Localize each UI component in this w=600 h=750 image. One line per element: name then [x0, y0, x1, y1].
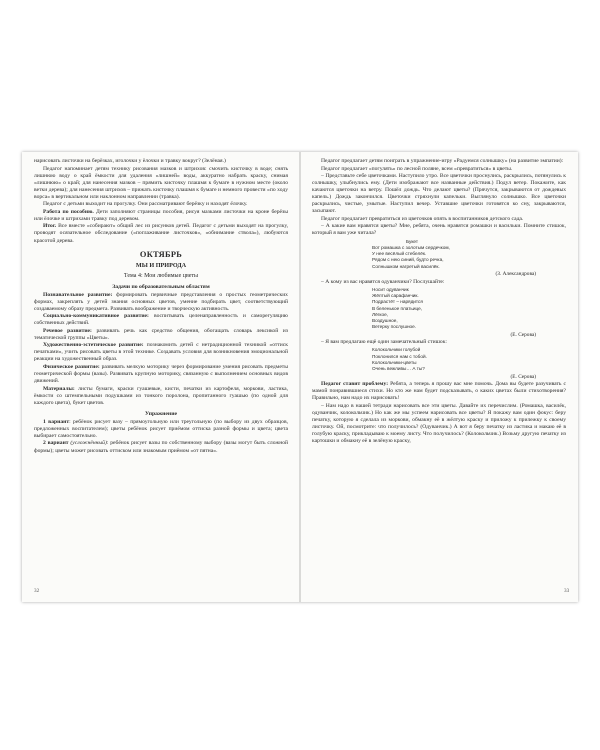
task-physical	[34, 364, 288, 385]
variant-1-label: 1 вариант	[43, 418, 70, 425]
right-paragraph-7: – Я вам предлагаю ещё один замечательный стишок:	[321, 339, 447, 346]
problem-paragraph	[312, 381, 566, 402]
work-paragraph	[34, 209, 288, 223]
page-number-right: 33	[564, 588, 570, 594]
right-paragraph-4: Педагог предлагает превратиться из цветочков опять в воспитанников детского сада.	[321, 215, 524, 222]
task-text: познакомить детей с нетрадиционной техникой «оттиск печатками», учить рисовать цветы в этой технике. Создавать условия для возникновения эмоциональной реакции на художественный образ.	[34, 342, 289, 363]
task-text: развивать речь как средство общения, обогащать словарь лексикой из тематической группы «Цветы».	[34, 327, 288, 341]
poem-dandelion	[312, 287, 566, 331]
poem-line: Носит одуванчик	[372, 286, 409, 292]
variant-1-text: : ребёнок рисует вазу – прямоугольную или треугольную (по выбору из двух образцов, предложенных воспитателем); цветы ребёнок рисует приёмом оттиска разной формы и цвета; цвета выбирает самостоятельно.	[34, 418, 288, 439]
poem-line: У нее весёлый стебелёк.	[372, 251, 427, 257]
poem-line: Вот ромашка с золотым сердечком,	[372, 244, 450, 250]
task-speech	[34, 328, 288, 342]
poem-bellflower	[312, 347, 566, 372]
poem-line: Лёгкое,	[372, 311, 389, 317]
work-title: Работа по пособию.	[43, 208, 94, 215]
result-paragraph	[34, 223, 288, 244]
poem-line: Очень вежливы… А ты?	[372, 366, 425, 372]
month-heading: ОКТЯБРЬ	[139, 249, 183, 259]
task-text: развивать мелкую моторику через формирование умения рисовать предметы геометрической формы (вазы). Развивать крупную моторику, связанную с выполнением основных видов движений.	[34, 364, 289, 385]
task-title: Познавательное развитие:	[43, 291, 113, 298]
right-paragraph-8: – Нам надо в нашей тетради нарисовать все эти цветы. Давайте их перечислим. (Ромашка, василёк, одуванчик, колокольчик.) Но как же мы успеем нарисовать все цветы? Я покажу вам один фокус: беру печатку, которую я сделала из моркови, обмакну её в жёлтую краску и приложу к прилежку к своему листочку. Ой, посмотрите: что получилось? (Одуванчик.) А вот я беру печатку из ластика и макаю её в голубую краску, прикладываю к моему листу. Что получилось? (Колокольчик.) Возьму другую печатку из картошки и обмакну её в зелёную краску,	[312, 402, 566, 445]
poem-title: Букет	[406, 238, 419, 244]
materials-text: листы бумаги, краски гуашевые, кисти, печатки из картофеля, моркови, ластика, ёмкости со штемпельными подушками из тонкого поролона, пропитанного гуашью (по одной для каждого цвета), букет цветов.	[34, 385, 288, 406]
result-text: Все вместе «собирают» общий лес из рисунков детей. Педагог с детьми выходят на прогулку, проводят осязательное обследование («поглаживание листочков», «обнимание ствола»), любуются красотой дерева.	[34, 223, 288, 244]
poem-line: Воздушное,	[372, 318, 398, 324]
intro-paragraph-1: нарисовать листочки на берёзках, иголочки у ёлочки и травку вокруг? (Зелёная.)	[34, 158, 226, 164]
right-paragraph-3: – Представьте себе цветочками. Наступило утро. Все цветочки проснулись, раскрылись, потянулись к солнышку, улыбнулись ему. (Дети изображают все названные действия.) Подул ветер. Покажите, как качаются цветочки на ветру. Пошёл дождь. Что делают цветы? (Прячутся, закрываются от дождевых капель.) Дождь закончился. Цветочки стряхнули капельки. Выглянуло солнышко. Все цветочки раскрылись, чистые, умытые. Наступил вечер. Уставшие цветочки готовятся ко сну, закрываются, засыпают.	[312, 173, 566, 215]
poem-line: Подрастёт – нарядится	[372, 299, 423, 305]
section-heading: МЫ И ПРИРОДА	[135, 261, 187, 269]
variant-2-text: : ребёнок рисует вазы по собственному выбору (вазы могут быть сложной формы); цветы может рисовать оттиском или знакомым приёмом «от пятна».	[34, 440, 289, 454]
work-text: Дети заполняют страницы пособия, рисуя мазками листочки на кроне берёзы или ёлочке и штрихами травку под деревом.	[34, 208, 288, 222]
poem-author: (Е. Серова)	[510, 373, 536, 380]
intro-paragraph-3: Педагог с детьми выходит на прогулку. Они рассматривают берёзку и находят ёлочку.	[43, 201, 248, 208]
book-gutter	[299, 152, 301, 602]
right-page	[312, 158, 566, 594]
intro-paragraph-2: Педагог напоминает детям технику рисования мазков и штрихов: смочить кисточку в воде; снять лишнюю воду о край ёмкости для удаления «лишней» воды, аккуратно набрать краску, снимая «лишнюю» о край; для нанесения мазков – прямить кисточку плашмя к бумаге в нужном месте (около ветки дерева); для нанесения штрихов – прижать кисточку плашмя к бумаге и немного провести «по ходу ворса» в вертикальном или наклонном направлении (травка).	[34, 165, 288, 200]
materials-title: Материалы:	[43, 385, 75, 392]
variant-2-note: (усложнённый)	[70, 440, 107, 447]
task-social	[34, 313, 288, 327]
poem-author: (З. Александрова)	[495, 271, 536, 277]
task-text: воспитывать целенаправленность и саморегуляцию собственных действий.	[34, 313, 288, 327]
poem-bouquet	[312, 239, 566, 270]
right-paragraph-6: – А кому из вас нравятся одуванчики? Послушайте:	[321, 278, 445, 285]
poem-line: Ветерку послушное.	[372, 324, 417, 330]
task-title: Физическое развитие:	[43, 364, 100, 371]
task-artistic	[34, 342, 288, 363]
poem-line: В беленькое платьице,	[372, 305, 423, 311]
task-title: Социально-коммуникативное развитие:	[43, 313, 149, 320]
poem-line: Жёлтый сарафанчик.	[372, 292, 419, 298]
tasks-heading: Задачи по образовательным областям	[112, 283, 210, 290]
exercise-heading: Упражнение	[145, 410, 177, 417]
materials-paragraph	[34, 386, 288, 407]
poem-line: Солнышком нагретый василёк.	[372, 263, 440, 269]
left-page	[34, 158, 288, 594]
task-title: Речевое развитие:	[43, 327, 92, 334]
poem-line: Поклонился нам с тобой.	[372, 353, 427, 359]
theme-heading: Тема 4: Мои любимые цветы	[123, 272, 199, 279]
task-cognitive	[34, 292, 288, 313]
task-title: Художественно-эстетическое развитие:	[43, 342, 144, 349]
right-paragraph-5: – А какие вам нравятся цветы? Мне, ребята, очень нравятся ромашки и васильки. Помните стишок, который я вам уже читала?	[312, 223, 566, 237]
result-title: Итог.	[43, 223, 57, 230]
right-paragraph-2: Педагог предлагает «погулять» по лесной поляне, всем «превратиться» в цветы.	[321, 165, 513, 172]
right-paragraph-1: Педагог предлагает детям поиграть в упражнение-игру «Радуемся солнышку» (на развитие эмпатии):	[321, 158, 564, 164]
problem-title: Педагог ставит проблему:	[321, 381, 389, 388]
poem-line: Колокольчики голубой	[372, 347, 421, 353]
task-text: формировать первичные представления о простых геометрических формах, закреплять у детей знания основных цветов, умение подбирать цвет, соответствующий создаваемому образу предмета. Развивать воображение и творческую активность.	[34, 291, 288, 312]
variant-2-label: 2 вариант	[43, 440, 69, 447]
problem-text: Ребята, а теперь я прошу вас мне помочь. Дома вы будете разучивать с мамой понравившиеся стихи. Но кто же нам будет подсказывать, о каких цветах были стихотворения? Правильно, нам надо их нарисовать!	[312, 381, 566, 402]
poem-line: Колокольчики-цветы	[372, 359, 417, 365]
book-spread	[22, 152, 578, 602]
variant-2-paragraph	[34, 440, 288, 454]
variant-1-paragraph	[34, 419, 288, 440]
page-number-left: 32	[34, 588, 40, 594]
poem-line: Рядом с нею синий, будто речка,	[372, 257, 444, 263]
poem-author: (Е. Серова)	[510, 331, 536, 338]
